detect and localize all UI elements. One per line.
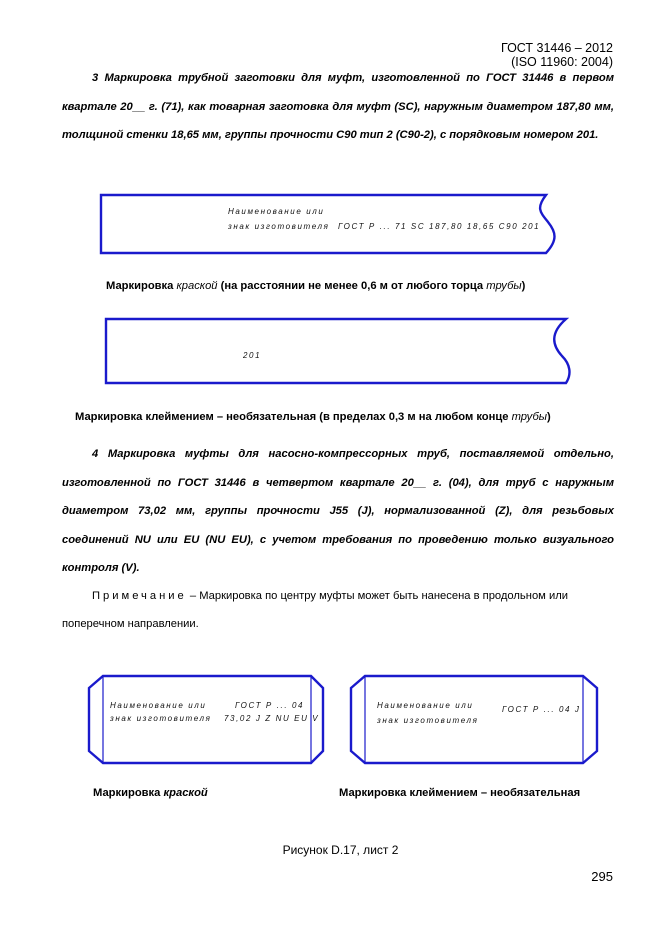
section-4-text: 4 Маркировка муфты для насосно-компрессорных труб, поставляемой отдельно, изготовленной по ГОСТ 31446 в четвертом квартале 20__ г. (04), для труб с наружным диаметром 73,02 мм, группы прочности J55 (J), нормализованной (Z), для резьбовых соединений NU или EU (NU EU), с учетом требования по проведению только визуального контроля (V). [62, 448, 614, 574]
pipe-1-manufacturer-line-2: знак изготовителя [228, 222, 330, 231]
coupling-paint-marking-line-1: ГОСТ Р ... 04 [235, 701, 305, 710]
paint-marking-caption: Маркировка краской (на расстоянии не менее 0,6 м от любого торца трубы) [106, 280, 526, 292]
coupling-stamp-manufacturer-line-2: знак изготовителя [377, 716, 479, 725]
coupling-stamp-caption: Маркировка клеймением – необязательная [339, 787, 581, 799]
coupling-paint-manufacturer-line-2: знак изготовителя [110, 714, 212, 723]
pipe-1-manufacturer-line-1: Наименование или [228, 207, 325, 216]
iso-reference: (ISO 11960: 2004) [511, 55, 613, 69]
figure-caption: Рисунок D.17, лист 2 [282, 843, 399, 857]
coupling-stamp-manufacturer-line-1: Наименование или [377, 701, 474, 710]
stamp-marking-caption: Маркировка клеймением – необязательная (в пределах 0,3 м на любом конце трубы) [75, 411, 551, 423]
page-number: 295 [591, 869, 613, 884]
standard-number: ГОСТ 31446 – 2012 [501, 41, 613, 55]
section-4-paragraph [62, 440, 614, 583]
coupling-paint-caption: Маркировка краской [93, 787, 208, 799]
note-paragraph [62, 582, 614, 638]
note-label: Примечание [92, 590, 187, 602]
pipe-1-marking: ГОСТ Р ... 71 SC 187,80 18,65 С90 201 [338, 222, 541, 231]
coupling-stamp-marking: ГОСТ Р ... 04 J [502, 705, 581, 714]
section-3-text: 3 Маркировка трубной заготовки для муфт, изготовленной по ГОСТ 31446 в первом квартале 20__ г. (71), как товарная заготовка для муфт (SC), наружным диаметром 187,80 мм, толщиной стенки 18,65 мм, группы прочности С90 тип 2 (С90-2), с порядковым номером 201. [62, 72, 614, 141]
pipe-2-marking: 201 [243, 351, 262, 360]
note-text: – Маркировка по центру муфты может быть нанесена в продольном или поперечном направлении. [62, 590, 568, 630]
coupling-paint-manufacturer-line-1: Наименование или [110, 701, 207, 710]
pipe-2-outline [106, 319, 569, 383]
coupling-paint-marking-line-2: 73,02 J Z NU EU V [224, 714, 320, 723]
